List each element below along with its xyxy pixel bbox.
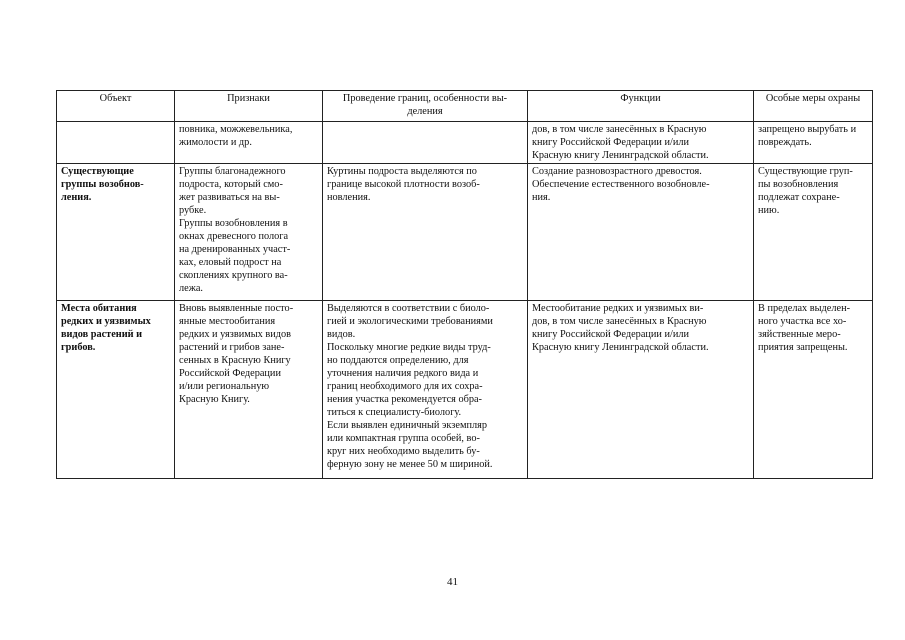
cell-text-line: подлежат сохране- xyxy=(758,192,840,203)
cell-text-line: Обеспечение естественного возобновле- xyxy=(532,179,710,190)
cell-text-line: гией и экологическими требованиями xyxy=(327,316,493,327)
cell-text-line: Красную книгу Ленинградской области. xyxy=(532,150,709,161)
cell-text-line: лежа. xyxy=(179,283,203,294)
table-row xyxy=(57,122,873,164)
cell-boundaries xyxy=(323,122,528,164)
cell-functions xyxy=(528,301,754,479)
cell-text-line: Создание разновозрастного древостоя. xyxy=(532,166,702,177)
cell-text-line: и/или региональную xyxy=(179,381,270,392)
cell-signs xyxy=(175,301,323,479)
cell-text-line: границ необходимого для их сохра- xyxy=(327,381,483,392)
cell-text-line: редких и уязвимых видов xyxy=(179,329,291,340)
header-signs: Признаки xyxy=(175,91,323,122)
cell-text-line: скоплениях крупного ва- xyxy=(179,270,288,281)
cell-text-line: видов. xyxy=(327,329,356,340)
cell-text-line: Местообитание редких и уязвимых ви- xyxy=(532,303,704,314)
cell-text-line: сенных в Красную Книгу xyxy=(179,355,291,366)
cell-text-line: растений и грибов зане- xyxy=(179,342,285,353)
cell-text-line: Вновь выявленные посто- xyxy=(179,303,294,314)
cell-text-line: на дренированных участ- xyxy=(179,244,291,255)
cell-text-line: ферную зону не менее 50 м шириной. xyxy=(327,459,493,470)
cell-text-line: Выделяются в соответствии с биоло- xyxy=(327,303,490,314)
cell-text-line: редких и уязвимых xyxy=(61,316,151,327)
cell-text-line: ках, еловый подрост на xyxy=(179,257,282,268)
cell-object xyxy=(57,164,175,301)
cell-boundaries xyxy=(323,301,528,479)
cell-text-line: Существующие груп- xyxy=(758,166,853,177)
cell-text-line: круг них необходимо выделить бу- xyxy=(327,446,480,457)
protection-measures-table xyxy=(56,90,873,479)
header-object: Объект xyxy=(57,91,175,122)
cell-text-line: повника, можжевельника, xyxy=(179,124,293,135)
cell-text-line: нения участка рекомендуется обра- xyxy=(327,394,482,405)
cell-text-line: повреждать. xyxy=(758,137,812,148)
cell-functions xyxy=(528,164,754,301)
cell-text-line: или компактная группа особей, во- xyxy=(327,433,480,444)
cell-signs xyxy=(175,164,323,301)
cell-protection xyxy=(754,164,873,301)
cell-signs xyxy=(175,122,323,164)
cell-functions xyxy=(528,122,754,164)
cell-text-line: приятия запрещены. xyxy=(758,342,848,353)
cell-protection xyxy=(754,301,873,479)
cell-text-line: жимолости и др. xyxy=(179,137,252,148)
cell-text-line: Места обитания xyxy=(61,303,137,314)
cell-text-line: границе высокой плотности возоб- xyxy=(327,179,480,190)
table-header-row xyxy=(57,91,873,122)
cell-text-line: Группы возобновления в xyxy=(179,218,288,229)
cell-text-line: В пределах выделен- xyxy=(758,303,851,314)
cell-text-line: титься к специалисту-биологу. xyxy=(327,407,462,418)
header-boundaries-line: Проведение границ, особенности вы- xyxy=(342,93,508,104)
cell-text-line: дов, в том числе занесённых в Красную xyxy=(532,316,707,327)
cell-text-line: дов, в том числе занесённых в Красную xyxy=(532,124,707,135)
cell-object xyxy=(57,301,175,479)
cell-text-line: Куртины подроста выделяются по xyxy=(327,166,477,177)
cell-text-line: Поскольку многие редкие виды труд- xyxy=(327,342,491,353)
header-functions: Функции xyxy=(528,91,754,122)
cell-text-line: зяйственные меро- xyxy=(758,329,841,340)
table-row xyxy=(57,164,873,301)
cell-text-line: рубке. xyxy=(179,205,207,216)
cell-boundaries xyxy=(323,164,528,301)
cell-text-line: Красную книгу Ленинградской области. xyxy=(532,342,709,353)
cell-text-line: Существующие xyxy=(61,166,134,177)
cell-protection xyxy=(754,122,873,164)
cell-text-line: видов растений и xyxy=(61,329,143,340)
cell-text-line: книгу Российской Федерации и/или xyxy=(532,137,690,148)
cell-text-line: книгу Российской Федерации и/или xyxy=(532,329,690,340)
cell-text-line: запрещено вырубать и xyxy=(758,124,857,135)
cell-text-line: группы возобнов- xyxy=(61,179,144,190)
cell-text-line: янные местообитания xyxy=(179,316,276,327)
cell-text-line: нию. xyxy=(758,205,780,216)
table-row xyxy=(57,301,873,479)
header-boundaries-line: деления xyxy=(407,106,443,117)
cell-text-line: грибов. xyxy=(61,342,96,353)
page-number: 41 xyxy=(447,576,458,588)
cell-text-line: пы возобновления xyxy=(758,179,839,190)
cell-text-line: Группы благонадежного xyxy=(179,166,286,177)
cell-text-line: подроста, который смо- xyxy=(179,179,283,190)
cell-text-line: Российской Федерации xyxy=(179,368,281,379)
cell-text-line: ного участка все хо- xyxy=(758,316,847,327)
cell-text-line: Если выявлен единичный экземпляр xyxy=(327,420,487,431)
cell-text-line: ния. xyxy=(532,192,551,203)
header-protection: Особые меры охраны xyxy=(754,91,873,122)
cell-text-line: Красную Книгу. xyxy=(179,394,250,405)
cell-text-line: ления. xyxy=(61,192,92,203)
cell-text-line: новления. xyxy=(327,192,371,203)
header-boundaries xyxy=(323,91,528,122)
cell-text-line: уточнения наличия редкого вида и xyxy=(327,368,479,379)
cell-text-line: жет развиваться на вы- xyxy=(179,192,280,203)
cell-text-line: но поддаются определению, для xyxy=(327,355,469,366)
cell-object xyxy=(57,122,175,164)
cell-text-line: окнах древесного полога xyxy=(179,231,289,242)
